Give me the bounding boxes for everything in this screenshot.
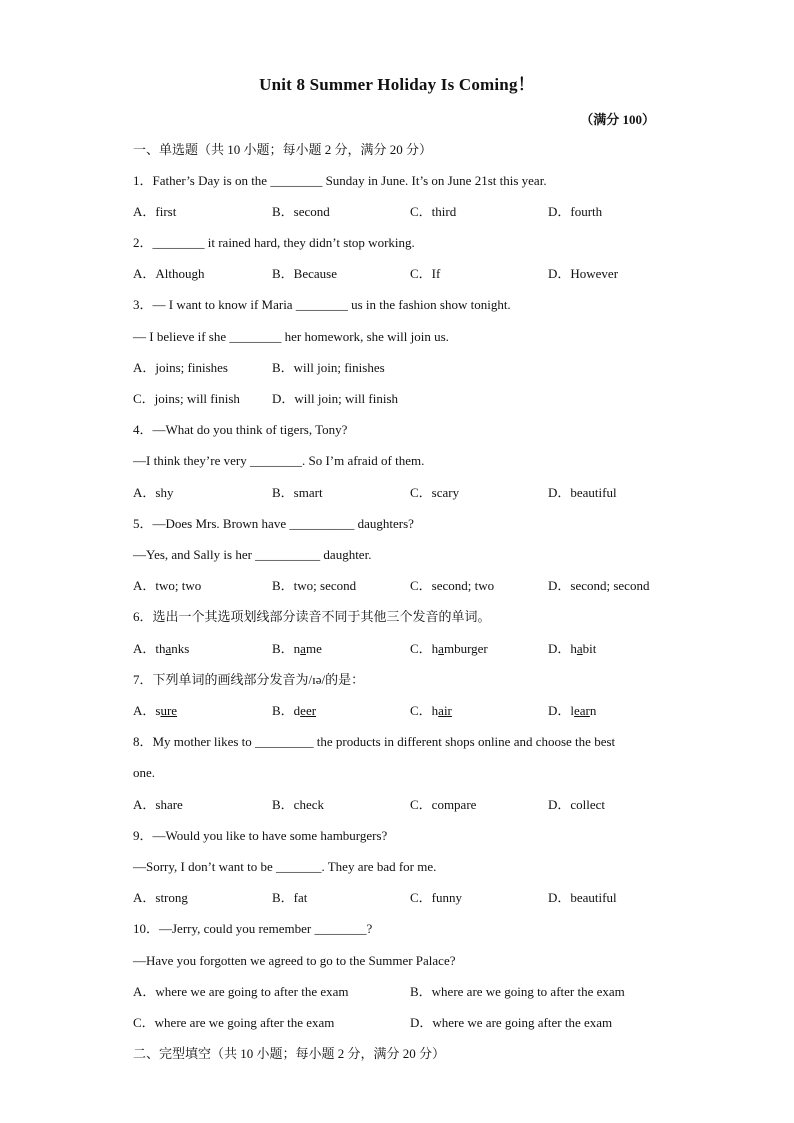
q5-option-a: A．two; two: [133, 578, 202, 593]
q3-option-a: A．joins; finishes: [133, 360, 228, 375]
question-3-stem: 3．— I want to know if Maria ________ us in the fashion show tonight.: [133, 297, 511, 312]
question-8-stem: 8．My mother likes to _________ the products in different shops online and choose the best: [133, 734, 616, 749]
q7-option-b: B．deer: [272, 703, 317, 718]
question-7-stem: 7．下列单词的画线部分发音为/ɪə/的是：: [133, 672, 365, 687]
q7-option-d: D．learn: [548, 703, 597, 718]
section-heading-single-choice: 一、单选题（共 10 小题；每小题 2 分，满分 20 分）: [133, 142, 433, 157]
q8-option-c: C．compare: [410, 797, 477, 812]
q7-option-c: C．hair: [410, 703, 452, 718]
q4-option-d: D．beautiful: [548, 485, 617, 500]
q5-option-c: C．second; two: [410, 578, 495, 593]
question-3-stem-reply: — I believe if she ________ her homework, she will join us.: [133, 329, 449, 344]
q8-option-d: D．collect: [548, 797, 606, 812]
q4-option-c: C．scary: [410, 485, 460, 500]
q1-option-a: A．first: [133, 204, 177, 219]
q10-option-d: D．where we are going after the exam: [410, 1015, 613, 1030]
question-5-stem-reply: —Yes, and Sally is her __________ daughter.: [133, 547, 372, 562]
q2-option-d: D．However: [548, 266, 619, 281]
question-2-stem: 2．________ it rained hard, they didn’t stop working.: [133, 235, 415, 250]
q3-option-d: D．will join; will finish: [272, 391, 399, 406]
question-1-stem: 1．Father’s Day is on the ________ Sunday in June. It’s on June 21st this year.: [133, 173, 547, 188]
q10-option-b: B．where are we going to after the exam: [410, 984, 625, 999]
question-5-stem: 5．—Does Mrs. Brown have __________ daughters?: [133, 516, 414, 531]
q6-option-c: C．hamburger: [410, 641, 488, 656]
q2-option-c: C．If: [410, 266, 441, 281]
q3-option-c: C．joins; will finish: [133, 391, 240, 406]
q1-option-c: C．third: [410, 204, 457, 219]
q10-option-c: C．where are we going after the exam: [133, 1015, 335, 1030]
q2-option-a: A．Although: [133, 266, 205, 281]
q9-option-d: D．beautiful: [548, 890, 617, 905]
q6-option-a: A．thanks: [133, 641, 190, 656]
q2-option-b: B．Because: [272, 266, 337, 281]
q4-option-b: B．smart: [272, 485, 323, 500]
section-heading-cloze: 二、完型填空（共 10 小题；每小题 2 分，满分 20 分）: [133, 1046, 446, 1061]
q9-option-a: A．strong: [133, 890, 188, 905]
question-6-stem: 6．选出一个其选项划线部分读音不同于其他三个发音的单词。: [133, 609, 491, 624]
q5-option-b: B．two; second: [272, 578, 357, 593]
q4-option-a: A．shy: [133, 485, 174, 500]
q9-option-c: C．funny: [410, 890, 463, 905]
question-9-stem: 9．—Would you like to have some hamburgers?: [133, 828, 388, 843]
question-9-stem-reply: —Sorry, I don’t want to be _______. They are bad for me.: [133, 859, 437, 874]
q6-option-d: D．habit: [548, 641, 597, 656]
question-4-stem-reply: —I think they’re very ________. So I’m afraid of them.: [133, 453, 425, 468]
question-8-stem-cont: one.: [133, 765, 156, 780]
question-4-stem: 4．—What do you think of tigers, Tony?: [133, 422, 348, 437]
q1-option-b: B．second: [272, 204, 330, 219]
q3-option-b: B．will join; finishes: [272, 360, 385, 375]
q10-option-a: A．where we are going to after the exam: [133, 984, 349, 999]
q9-option-b: B．fat: [272, 890, 308, 905]
full-score-label: （满分 100）: [580, 112, 655, 127]
q8-option-b: B．check: [272, 797, 324, 812]
q7-option-a: A．sure: [133, 703, 178, 718]
question-10-stem: 10．—Jerry, could you remember ________?: [133, 921, 373, 936]
page-title: Unit 8 Summer Holiday Is Coming！: [259, 75, 535, 94]
q8-option-a: A．share: [133, 797, 183, 812]
question-10-stem-reply: —Have you forgotten we agreed to go to the Summer Palace?: [133, 953, 456, 968]
q6-option-b: B．name: [272, 641, 322, 656]
q5-option-d: D．second; second: [548, 578, 650, 593]
q1-option-d: D．fourth: [548, 204, 603, 219]
